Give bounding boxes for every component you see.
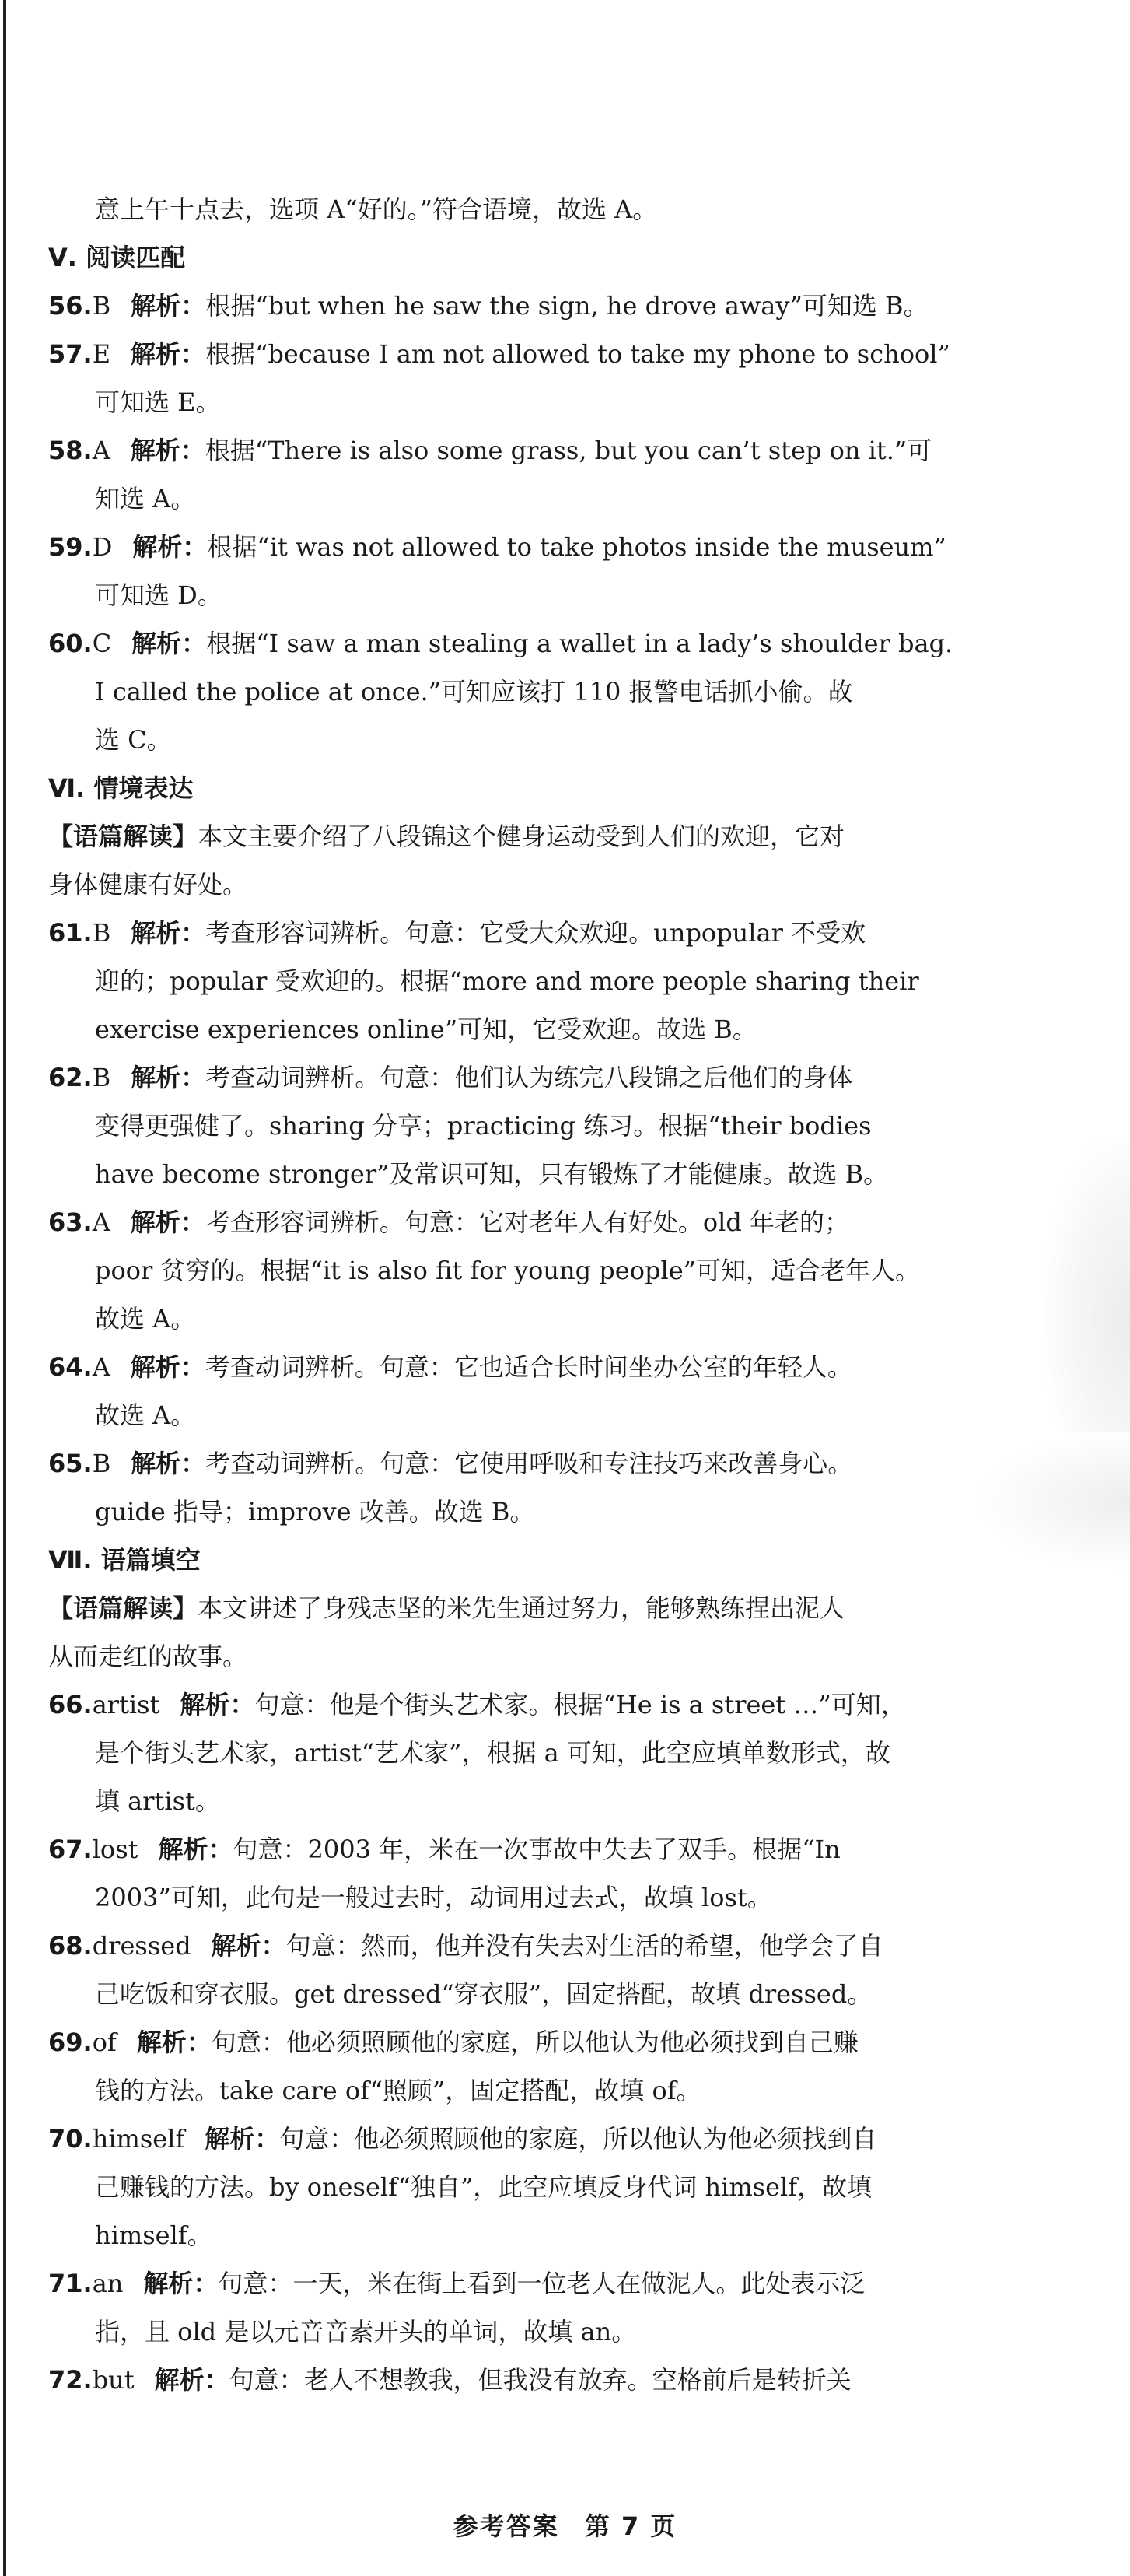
answer-value: B — [92, 1449, 111, 1478]
explanation-label: 解析： — [131, 1063, 206, 1092]
question-number: 65. — [48, 1449, 93, 1478]
explanation-text: 根据“I saw a man stealing a wallet in a lady’s shoulder bag. — [206, 629, 953, 658]
passage-summary-continuation: 身体健康有好处。 — [48, 870, 248, 899]
question-number: 70. — [48, 2124, 93, 2154]
explanation-continuation: I called the police at once.”可知应该打 110 报警电话抓小偷。故 — [95, 677, 853, 706]
answer-item — [48, 2356, 1079, 2404]
explanation-continuation: 选 C。 — [95, 725, 172, 755]
answer-item — [48, 1439, 1079, 1488]
question-number: 67. — [48, 1835, 93, 1864]
passage-summary — [48, 812, 1079, 860]
explanation-text: 考查形容词辨析。句意：它对老年人有好处。old 年老的； — [205, 1207, 849, 1237]
footer-label: 参考答案 — [453, 2511, 559, 2541]
answer-item — [48, 523, 1079, 571]
explanation-continuation: 知选 A。 — [95, 484, 196, 513]
question-number: 62. — [48, 1063, 93, 1092]
question-number: 69. — [48, 2028, 93, 2057]
answer-value: C — [92, 629, 112, 658]
explanation-label: 解析： — [158, 1835, 233, 1864]
explanation-continuation: 填 artist。 — [95, 1786, 220, 1816]
answer-content — [48, 185, 1079, 2404]
passage-summary — [48, 1584, 1079, 1632]
explanation-label: 解析： — [154, 2365, 229, 2395]
explanation-text: 句意：他必须照顾他的家庭，所以他认为他必须找到自 — [279, 2124, 877, 2154]
answer-item — [48, 619, 1079, 668]
question-number: 58. — [48, 436, 93, 465]
question-number: 66. — [48, 1690, 93, 1719]
passage-summary-text: 本文讲述了身残志坚的米先生通过努力，能够熟练捏出泥人 — [198, 1593, 845, 1623]
explanation-continuation: 己赚钱的方法。by oneself“独自”，此空应填反身代词 himself，故填 — [95, 2172, 873, 2202]
answer-value: of — [92, 2028, 117, 2057]
explanation-text: 根据“but when he saw the sign, he drove away”可知选 B。 — [205, 291, 929, 321]
answer-item — [48, 1198, 1079, 1246]
explanation-label: 解析： — [205, 2124, 280, 2154]
answer-item — [48, 282, 1079, 330]
explanation-continuation: 故选 A。 — [95, 1400, 196, 1430]
explanation-continuation: poor 贫穷的。根据“it is also fit for young people”可知，适合老年人。 — [95, 1256, 920, 1285]
explanation-text: 句意：2003 年，米在一次事故中失去了双手。根据“In — [233, 1835, 841, 1864]
answer-value: A — [92, 1352, 110, 1382]
answer-item — [48, 2018, 1079, 2066]
explanation-text: 句意：他必须照顾他的家庭，所以他认为他必须找到自己赚 — [211, 2028, 859, 2057]
question-number: 57. — [48, 339, 93, 369]
explanation-label: 解析： — [132, 532, 208, 562]
answer-item — [48, 330, 1079, 378]
answer-value: B — [92, 1063, 111, 1092]
explanation-label: 解析： — [211, 1931, 286, 1961]
answer-item — [48, 1825, 1079, 1873]
explanation-text: 句意：他是个街头艺术家。根据“He is a street …”可知， — [254, 1690, 906, 1719]
answer-value: B — [92, 918, 111, 948]
answer-value: artist — [92, 1690, 160, 1719]
explanation-label: 解析： — [131, 918, 206, 948]
explanation-text: 考查动词辨析。句意：他们认为练完八段锦之后他们的身体 — [205, 1063, 853, 1092]
explanation-continuation: 是个街头艺术家，artist“艺术家”，根据 a 可知，此空应填单数形式，故 — [95, 1738, 890, 1768]
question-number: 68. — [48, 1931, 93, 1961]
question-number: 59. — [48, 532, 93, 562]
explanation-continuation: guide 指导；improve 改善。故选 B。 — [95, 1497, 535, 1526]
explanation-continuation: 钱的方法。take care of“照顾”，固定搭配，故填 of。 — [95, 2076, 701, 2105]
explanation-text: 考查动词辨析。句意：它使用呼吸和专注技巧来改善身心。 — [205, 1449, 853, 1478]
answer-value: A — [92, 436, 110, 465]
passage-summary-continuation: 从而走红的故事。 — [48, 1642, 248, 1671]
explanation-label: 解析： — [131, 629, 207, 658]
section-heading: Ⅵ. 情境表达 — [48, 773, 194, 803]
answer-item — [48, 426, 1079, 475]
answer-value: dressed — [92, 1931, 191, 1961]
passage-summary-label: 【语篇解读】 — [48, 822, 198, 851]
explanation-label: 解析： — [131, 339, 206, 369]
answer-item — [48, 2259, 1079, 2308]
explanation-text: 根据“There is also some grass, but you can’t step on it.”可 — [205, 436, 932, 465]
explanation-continuation: 故选 A。 — [95, 1304, 196, 1334]
answer-item — [48, 1053, 1079, 1102]
explanation-continuation: himself。 — [95, 2220, 212, 2250]
explanation-text: 根据“because I am not allowed to take my phone to school” — [205, 339, 950, 369]
explanation-continuation: 变得更强健了。sharing 分享；practicing 练习。根据“their bodies — [95, 1111, 872, 1141]
answer-item — [48, 1343, 1079, 1391]
explanation-label: 解析： — [131, 1449, 206, 1478]
explanation-label: 解析： — [136, 2028, 212, 2057]
explanation-label: 解析： — [130, 1352, 205, 1382]
answer-item — [48, 909, 1079, 957]
explanation-continuation: have become stronger”及常识可知，只有锻炼了才能健康。故选 B。 — [95, 1159, 889, 1189]
answer-value: B — [92, 291, 111, 321]
answer-item — [48, 1922, 1079, 1970]
explanation-label: 解析： — [130, 1207, 205, 1237]
section-heading: Ⅴ. 阅读匹配 — [48, 243, 186, 272]
answer-value: an — [92, 2269, 124, 2298]
explanation-text: 考查形容词辨析。句意：它受大众欢迎。unpopular 不受欢 — [205, 918, 866, 948]
explanation-label: 解析： — [180, 1690, 255, 1719]
answer-value: lost — [92, 1835, 138, 1864]
explanation-continuation: 己吃饭和穿衣服。get dressed“穿衣服”，固定搭配，故填 dressed。 — [95, 1979, 873, 2009]
left-margin-rule — [3, 0, 6, 2576]
explanation-continuation: 指，且 old 是以元音音素开头的单词，故填 an。 — [95, 2317, 637, 2346]
question-number: 72. — [48, 2365, 93, 2395]
answer-value: but — [92, 2365, 135, 2395]
explanation-text: 考查动词辨析。句意：它也适合长时间坐办公室的年轻人。 — [205, 1352, 852, 1382]
explanation-label: 解析： — [131, 291, 206, 321]
explanation-continuation: exercise experiences online”可知，它受欢迎。故选 B。 — [95, 1015, 757, 1044]
explanation-continuation: 意上午十点去，选项 A“好的。”符合语境，故选 A。 — [95, 195, 658, 224]
question-number: 63. — [48, 1207, 93, 1237]
question-number: 56. — [48, 291, 93, 321]
answer-item — [48, 1681, 1079, 1729]
footer-page-number: 第 7 页 — [584, 2511, 677, 2541]
passage-summary-label: 【语篇解读】 — [48, 1593, 198, 1623]
question-number: 61. — [48, 918, 93, 948]
question-number: 71. — [48, 2269, 93, 2298]
explanation-continuation: 可知选 D。 — [95, 580, 222, 610]
explanation-continuation: 迎的；popular 受欢迎的。根据“more and more people sharing their — [95, 966, 919, 996]
passage-summary-text: 本文主要介绍了八段锦这个健身运动受到人们的欢迎，它对 — [198, 822, 845, 851]
question-number: 64. — [48, 1352, 93, 1382]
explanation-label: 解析： — [143, 2269, 219, 2298]
answer-value: himself — [92, 2124, 185, 2154]
explanation-text: 根据“it was not allowed to take photos inside the museum” — [207, 532, 946, 562]
section-heading: Ⅶ. 语篇填空 — [48, 1545, 201, 1575]
explanation-continuation: 2003”可知，此句是一般过去时，动词用过去式，故填 lost。 — [95, 1883, 772, 1912]
explanation-label: 解析： — [130, 436, 205, 465]
explanation-text: 句意：老人不想教我，但我没有放弃。空格前后是转折关 — [229, 2365, 852, 2395]
answer-value: E — [92, 339, 111, 369]
page-footer — [0, 2507, 1130, 2543]
answer-value: D — [92, 532, 113, 562]
answer-item — [48, 2115, 1079, 2163]
explanation-text: 句意：一天，米在街上看到一位老人在做泥人。此处表示泛 — [218, 2269, 866, 2298]
explanation-continuation: 可知选 E。 — [95, 387, 221, 417]
question-number: 60. — [48, 629, 93, 658]
explanation-text: 句意：然而，他并没有失去对生活的希望，他学会了自 — [285, 1931, 883, 1961]
answer-value: A — [92, 1207, 110, 1237]
